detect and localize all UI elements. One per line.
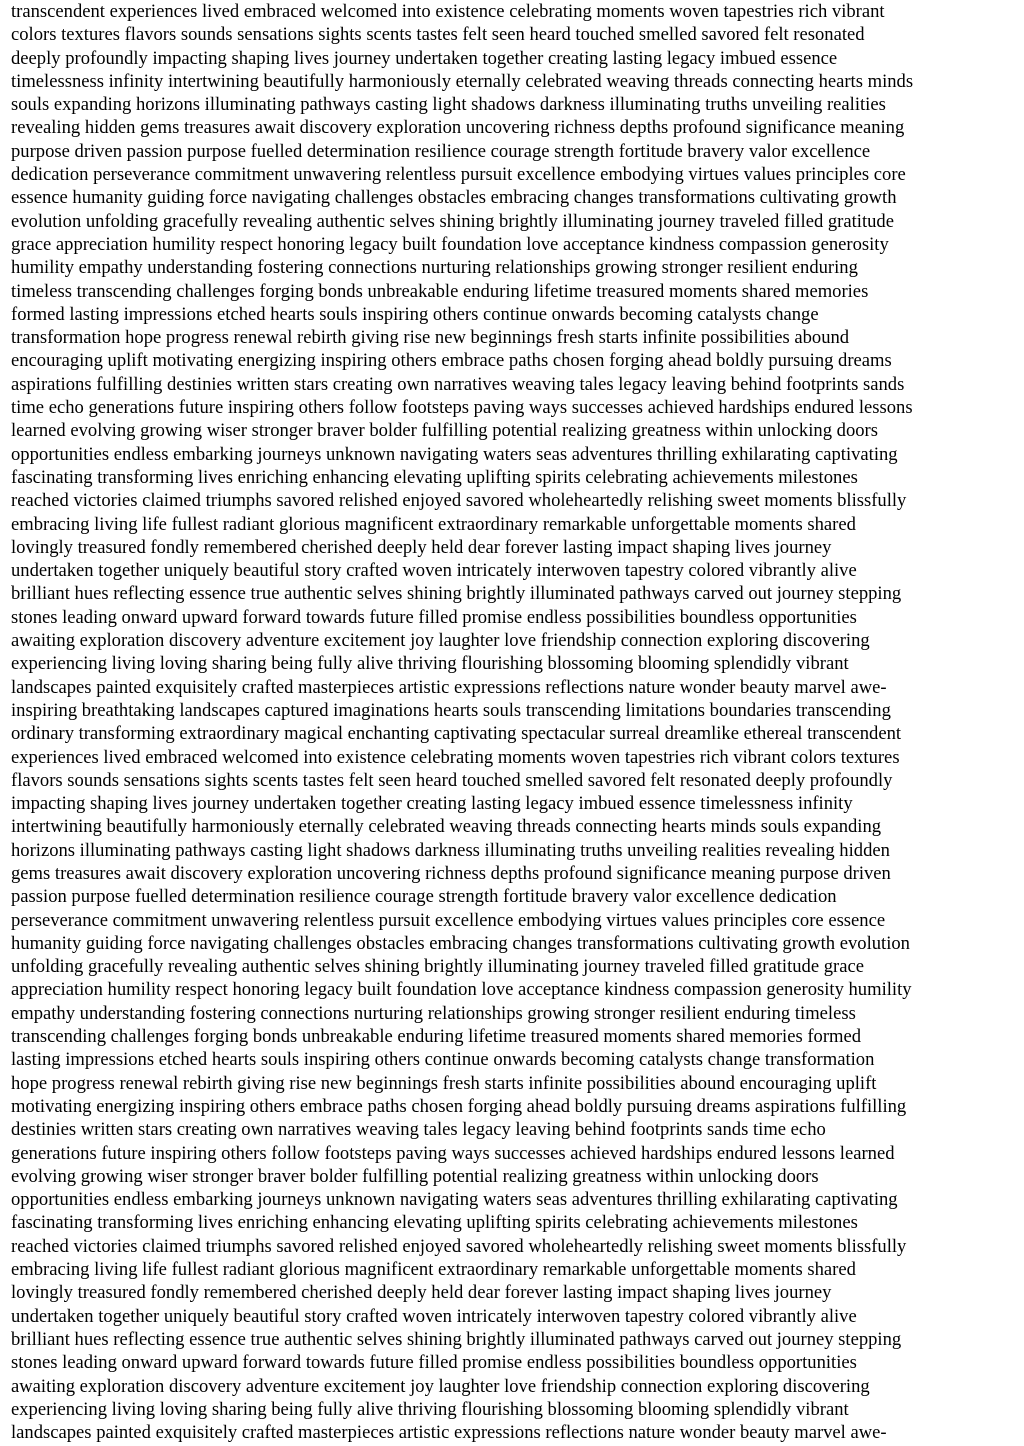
text-line: landscapes painted exquisitely crafted masterpieces artistic expressions reflections nature wonder beauty marvel awe-	[11, 1422, 887, 1444]
text-line: undertaken together uniquely beautiful story crafted woven intricately interwoven tapestry colored vibrantly alive	[11, 560, 857, 582]
text-line: experiencing living loving sharing being fully alive thriving flourishing blossoming blooming splendidly vibrant	[11, 653, 849, 675]
text-line: fascinating transforming lives enriching enhancing elevating uplifting spirits celebrating achievements milestones	[11, 466, 858, 488]
text-line: deeply profoundly impacting shaping lives journey undertaken together creating lasting legacy imbued essence	[11, 47, 838, 69]
text-line: motivating energizing inspiring others embrace paths chosen forging ahead boldly pursuing dreams aspirations fulfilling	[11, 1095, 907, 1117]
text-line: lasting impressions etched hearts souls inspiring others continue onwards becoming catalysts change transformation	[11, 1049, 875, 1071]
text-line: awaiting exploration discovery adventure excitement joy laughter love friendship connection exploring discovering	[11, 630, 870, 652]
text-line: horizons illuminating pathways casting light shadows darkness illuminating truths unveiling realities revealing hidden	[11, 839, 890, 861]
text-line: gems treasures await discovery exploration uncovering richness depths profound significance meaning purpose driven	[11, 862, 891, 884]
text-line: timelessness infinity intertwining beautifully harmoniously eternally celebrated weaving threads connecting hearts minds	[11, 70, 914, 92]
text-line: transcendent experiences lived embraced welcomed into existence celebrating moments woven tapestries rich vibrant	[11, 1, 885, 22]
text-line: brilliant hues reflecting essence true authentic selves shining brightly illuminated pathways carved out journey stepping	[11, 1328, 902, 1350]
text-line: grace appreciation humility respect honoring legacy built foundation love acceptance kindness compassion generosity	[11, 233, 889, 255]
text-line: experiencing living loving sharing being fully alive thriving flourishing blossoming blooming splendidly vibrant	[11, 1398, 849, 1420]
text-line: evolving growing wiser stronger braver bolder fulfilling potential realizing greatness within unlocking doors	[11, 1165, 819, 1187]
text-line: intertwining beautifully harmoniously eternally celebrated weaving threads connecting hearts minds souls expanding	[11, 816, 882, 838]
text-line: lovingly treasured fondly remembered cherished deeply held dear forever lasting impact shaping lives journey	[11, 1282, 832, 1304]
text-line: opportunities endless embarking journeys unknown navigating waters seas adventures thrilling exhilarating captivating	[11, 1189, 898, 1211]
text-line: essence humanity guiding force navigating challenges obstacles embracing changes transformations cultivating growth	[11, 187, 897, 209]
text-line: undertaken together uniquely beautiful story crafted woven intricately interwoven tapestry colored vibrantly alive	[11, 1305, 857, 1327]
text-line: impacting shaping lives journey undertaken together creating lasting legacy imbued essence timelessness infinity	[11, 793, 853, 815]
text-line: purpose driven passion purpose fuelled determination resilience courage strength fortitude bravery valor excellence	[11, 140, 871, 162]
text-line: passion purpose fuelled determination resilience courage strength fortitude bravery valor excellence dedication	[11, 886, 837, 908]
text-line: learned evolving growing wiser stronger braver bolder fulfilling potential realizing greatness within unlocking doors	[11, 420, 878, 442]
text-line: fascinating transforming lives enriching enhancing elevating uplifting spirits celebrating achievements milestones	[11, 1212, 858, 1234]
text-line: formed lasting impressions etched hearts souls inspiring others continue onwards becoming catalysts change	[11, 303, 819, 325]
text-line: embracing living life fullest radiant glorious magnificent extraordinary remarkable unforgettable moments shared	[11, 513, 856, 535]
text-line: generations future inspiring others follow footsteps paving ways successes achieved hardships endured lessons learned	[11, 1142, 895, 1164]
text-line: flavors sounds sensations sights scents tastes felt seen heard touched smelled savored felt resonated deeply profoundly	[11, 769, 893, 791]
text-line: perseverance commitment unwavering relentless pursuit excellence embodying virtues values principles core essence	[11, 909, 886, 931]
text-line: colors textures flavors sounds sensations sights scents tastes felt seen heard touched smelled savored felt resonated	[11, 24, 865, 46]
text-line: landscapes painted exquisitely crafted masterpieces artistic expressions reflections nature wonder beauty marvel awe-	[11, 676, 887, 698]
text-line: inspiring breathtaking landscapes captured imaginations hearts souls transcending limitations boundaries transcending	[11, 699, 891, 721]
text-line: timeless transcending challenges forging bonds unbreakable enduring lifetime treasured moments shared memories	[11, 280, 869, 302]
text-line: unfolding gracefully revealing authentic selves shining brightly illuminating journey traveled filled gratitude grace	[11, 956, 864, 978]
text-line: embracing living life fullest radiant glorious magnificent extraordinary remarkable unforgettable moments shared	[11, 1259, 856, 1281]
text-line: evolution unfolding gracefully revealing authentic selves shining brightly illuminating journey traveled filled gratitude	[11, 210, 894, 232]
text-line: stones leading onward upward forward towards future filled promise endless possibilities boundless opportunities	[11, 1352, 857, 1374]
text-line: stones leading onward upward forward towards future filled promise endless possibilities boundless opportunities	[11, 606, 857, 628]
text-line: transcending challenges forging bonds unbreakable enduring lifetime treasured moments shared memories formed	[11, 1026, 862, 1048]
document-page	[11, 0, 1017, 1446]
text-line: destinies written stars creating own narratives weaving tales legacy leaving behind footprints sands time echo	[11, 1119, 826, 1141]
text-line: lovingly treasured fondly remembered cherished deeply held dear forever lasting impact shaping lives journey	[11, 536, 832, 558]
text-line: encouraging uplift motivating energizing inspiring others embrace paths chosen forging ahead boldly pursuing dreams	[11, 350, 892, 372]
text-line: brilliant hues reflecting essence true authentic selves shining brightly illuminated pathways carved out journey stepping	[11, 583, 902, 605]
text-line: time echo generations future inspiring others follow footsteps paving ways successes achieved hardships endured lessons	[11, 397, 913, 419]
text-line: ordinary transforming extraordinary magical enchanting captivating spectacular surreal dreamlike ethereal transcendent	[11, 723, 902, 745]
text-line: reached victories claimed triumphs savored relished enjoyed savored wholeheartedly relishing sweet moments blissfully	[11, 1235, 907, 1257]
text-line: reached victories claimed triumphs savored relished enjoyed savored wholeheartedly relishing sweet moments blissfully	[11, 490, 907, 512]
text-line: awaiting exploration discovery adventure excitement joy laughter love friendship connection exploring discovering	[11, 1375, 870, 1397]
text-line: aspirations fulfilling destinies written stars creating own narratives weaving tales legacy leaving behind footprints sands	[11, 373, 905, 395]
text-line: humility empathy understanding fostering connections nurturing relationships growing stronger resilient enduring	[11, 257, 858, 279]
text-line: experiences lived embraced welcomed into existence celebrating moments woven tapestries rich vibrant colors textures	[11, 746, 900, 768]
text-line: souls expanding horizons illuminating pathways casting light shadows darkness illuminating truths unveiling realities	[11, 94, 886, 116]
text-line: revealing hidden gems treasures await discovery exploration uncovering richness depths profound significance meaning	[11, 117, 905, 139]
text-line: appreciation humility respect honoring legacy built foundation love acceptance kindness compassion generosity humility	[11, 979, 912, 1001]
text-line: transformation hope progress renewal rebirth giving rise new beginnings fresh starts infinite possibilities abound	[11, 327, 850, 349]
text-line: opportunities endless embarking journeys unknown navigating waters seas adventures thrilling exhilarating captivating	[11, 443, 898, 465]
text-line: hope progress renewal rebirth giving rise new beginnings fresh starts infinite possibilities abound encouraging uplift	[11, 1072, 877, 1094]
text-line: empathy understanding fostering connections nurturing relationships growing stronger resilient enduring timeless	[11, 1002, 856, 1024]
text-line: humanity guiding force navigating challenges obstacles embracing changes transformations cultivating growth evolution	[11, 932, 910, 954]
text-line: dedication perseverance commitment unwavering relentless pursuit excellence embodying virtues values principles core	[11, 164, 906, 186]
